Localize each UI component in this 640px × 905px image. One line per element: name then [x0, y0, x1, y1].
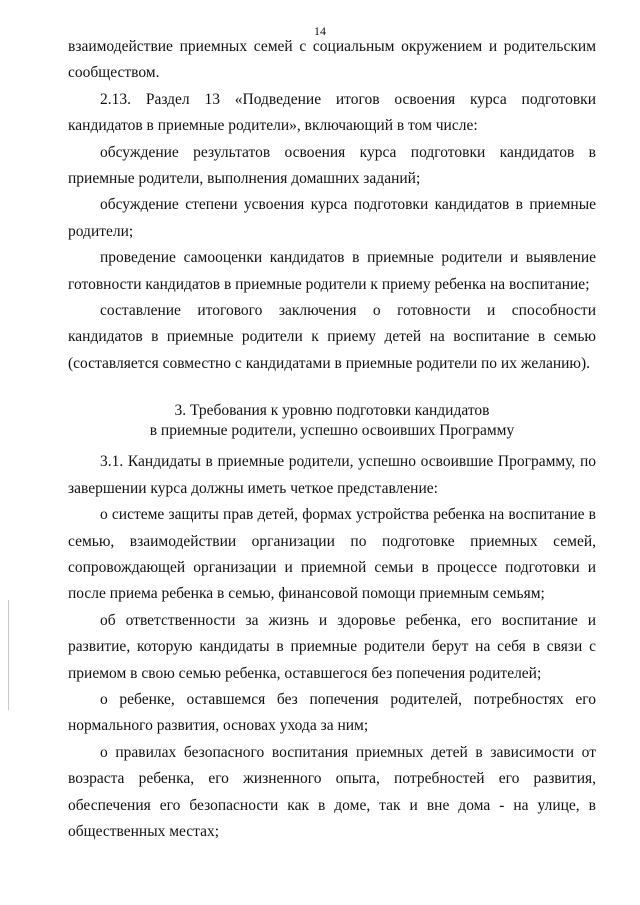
paragraph-section-2-13: 2.13. Раздел 13 «Подведение итогов освоения курса подготовки кандидатов в приемные родители», включающий в том числе:	[68, 90, 596, 135]
paragraph-list-item: обсуждение результатов освоения курса подготовки кандидатов в приемные родители, выполнения домашних заданий;	[68, 143, 596, 188]
paragraph-section-3-1: 3.1. Кандидаты в приемные родители, успешно освоившие Программу, по завершении курса должны иметь четкое представление:	[68, 453, 596, 497]
section-heading-line-2: в приемные родители, успешно освоивших Программу	[149, 422, 515, 440]
paragraph-continuation: взаимодействие приемных семей с социальным окружением и родительским сообществом.	[68, 38, 596, 82]
paragraph-list-item: о системе защиты прав детей, формах устройства ребенка на воспитание в семью, взаимодействии организации по подготовке приемных семей, сопровождающей организации и приемной семьи в процессе подготовки и после приема ребенка в семью, финансовой помощи приемным семьям;	[68, 506, 596, 603]
paragraph-list-item: о ребенке, оставшемся без попечения родителей, потребностях его нормального развития, основах ухода за ним;	[68, 690, 596, 735]
scan-margin-line	[8, 600, 9, 710]
page-number: 14	[314, 24, 326, 38]
paragraph-list-item: составление итогового заключения о готовности и способности кандидатов в приемные родители к приему детей на воспитание в семью (составляется совместно с кандидатами в приемные родители по их желанию).	[68, 302, 596, 372]
paragraph-list-item: проведение самооценки кандидатов в приемные родители и выявление готовности кандидатов в приемные родители к приему ребенка на воспитание;	[68, 249, 596, 293]
paragraph-list-item: обсуждение степени усвоения курса подготовки кандидатов в приемные родители;	[68, 196, 596, 240]
section-heading-line-1: 3. Требования к уровню подготовки кандидатов	[174, 402, 490, 420]
paragraph-list-item: о правилах безопасного воспитания приемных детей в зависимости от возраста ребенка, его жизненного опыта, потребностей его развития, обеспечения его безопасности как в доме, так и вне дома - на улице, в общественных местах;	[68, 743, 596, 840]
document-body	[68, 34, 596, 845]
paragraph-list-item: об ответственности за жизнь и здоровье ребенка, его воспитание и развитие, которую кандидаты в приемные родители берут на себя в связи с приемом в свою семью ребенка, оставшегося без попечения родителей;	[68, 611, 596, 682]
spacer	[68, 377, 596, 401]
spacer	[68, 441, 596, 449]
